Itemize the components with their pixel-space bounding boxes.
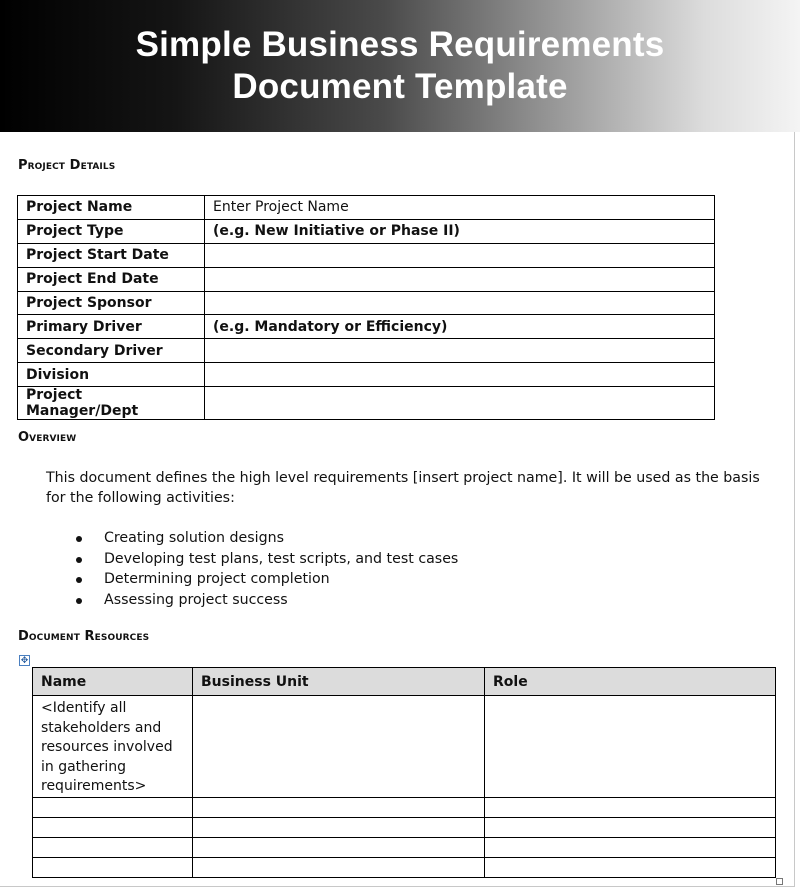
list-item-text: Determining project completion <box>104 571 330 587</box>
table-cell[interactable] <box>485 857 776 877</box>
table-resize-handle[interactable] <box>776 878 783 885</box>
table-cell[interactable]: <Identify all stakeholders and resources involved in gathering requirements> <box>33 696 193 798</box>
table-row <box>18 196 715 220</box>
table-cell[interactable] <box>193 797 485 817</box>
list-item-text: Creating solution designs <box>104 530 285 546</box>
table-cell[interactable] <box>485 696 776 798</box>
table-row <box>33 817 776 837</box>
list-item <box>72 590 458 611</box>
row-label: Project Type <box>18 219 205 243</box>
project-sponsor-field[interactable] <box>205 291 715 315</box>
table-cell[interactable] <box>485 837 776 857</box>
table-cell[interactable] <box>33 817 193 837</box>
bullet-icon <box>76 557 82 563</box>
table-cell[interactable] <box>33 797 193 817</box>
table-cell[interactable] <box>193 837 485 857</box>
list-item-text: Assessing project success <box>104 591 288 608</box>
list-item <box>72 528 458 549</box>
row-label: Project Name <box>18 196 205 220</box>
table-cell[interactable] <box>193 817 485 837</box>
table-row <box>18 363 715 387</box>
table-row <box>18 315 715 339</box>
table-cell[interactable] <box>485 797 776 817</box>
list-item <box>72 549 458 570</box>
project-details-heading: Project Details <box>18 158 116 173</box>
document-page <box>0 132 795 887</box>
table-row <box>18 339 715 363</box>
table-cell[interactable] <box>485 817 776 837</box>
bullet-icon <box>76 598 82 604</box>
activities-list <box>72 528 458 610</box>
project-type-field[interactable]: (e.g. New Initiative or Phase II) <box>205 219 715 243</box>
column-header-name: Name <box>33 668 193 696</box>
project-details-table <box>17 195 715 420</box>
table-move-handle-icon[interactable]: ✥ <box>20 655 29 665</box>
list-item <box>72 569 458 590</box>
secondary-driver-field[interactable] <box>205 339 715 363</box>
table-cell[interactable] <box>193 857 485 877</box>
table-row <box>18 387 715 420</box>
document-resources-table <box>32 667 776 878</box>
table-row <box>18 219 715 243</box>
row-label: Project Start Date <box>18 243 205 267</box>
row-label: Project Sponsor <box>18 291 205 315</box>
table-row <box>33 857 776 877</box>
column-header-business-unit: Business Unit <box>193 668 485 696</box>
table-row <box>33 797 776 817</box>
primary-driver-field[interactable]: (e.g. Mandatory or Efficiency) <box>205 315 715 339</box>
list-item-text: Developing test plans, test scripts, and test cases <box>104 550 459 567</box>
row-label: Project Manager/Dept <box>18 387 205 420</box>
column-header-role: Role <box>485 668 776 696</box>
table-header-row <box>33 668 776 696</box>
table-cell[interactable] <box>193 696 485 798</box>
title-line-2: Document Template <box>232 67 568 106</box>
bullet-icon <box>76 577 82 583</box>
project-end-date-field[interactable] <box>205 267 715 291</box>
table-row <box>18 267 715 291</box>
project-name-field[interactable]: Enter Project Name <box>205 196 715 220</box>
project-start-date-field[interactable] <box>205 243 715 267</box>
division-field[interactable] <box>205 363 715 387</box>
table-cell[interactable] <box>33 857 193 877</box>
row-label: Division <box>18 363 205 387</box>
row-label: Secondary Driver <box>18 339 205 363</box>
table-row <box>18 243 715 267</box>
overview-paragraph: This document defines the high level requirements [insert project name]. It will be used as the basis for the following activities: <box>46 470 760 506</box>
overview-heading: Overview <box>18 430 77 445</box>
title-banner <box>0 0 800 132</box>
project-manager-field[interactable] <box>205 387 715 420</box>
table-row <box>18 291 715 315</box>
document-resources-heading: Document Resources <box>18 629 150 644</box>
table-row <box>33 837 776 857</box>
row-label: Project End Date <box>18 267 205 291</box>
table-row <box>33 696 776 798</box>
bullet-icon <box>76 536 82 542</box>
table-cell[interactable] <box>33 837 193 857</box>
title-line-1: Simple Business Requirements <box>135 25 665 64</box>
row-label: Primary Driver <box>18 315 205 339</box>
